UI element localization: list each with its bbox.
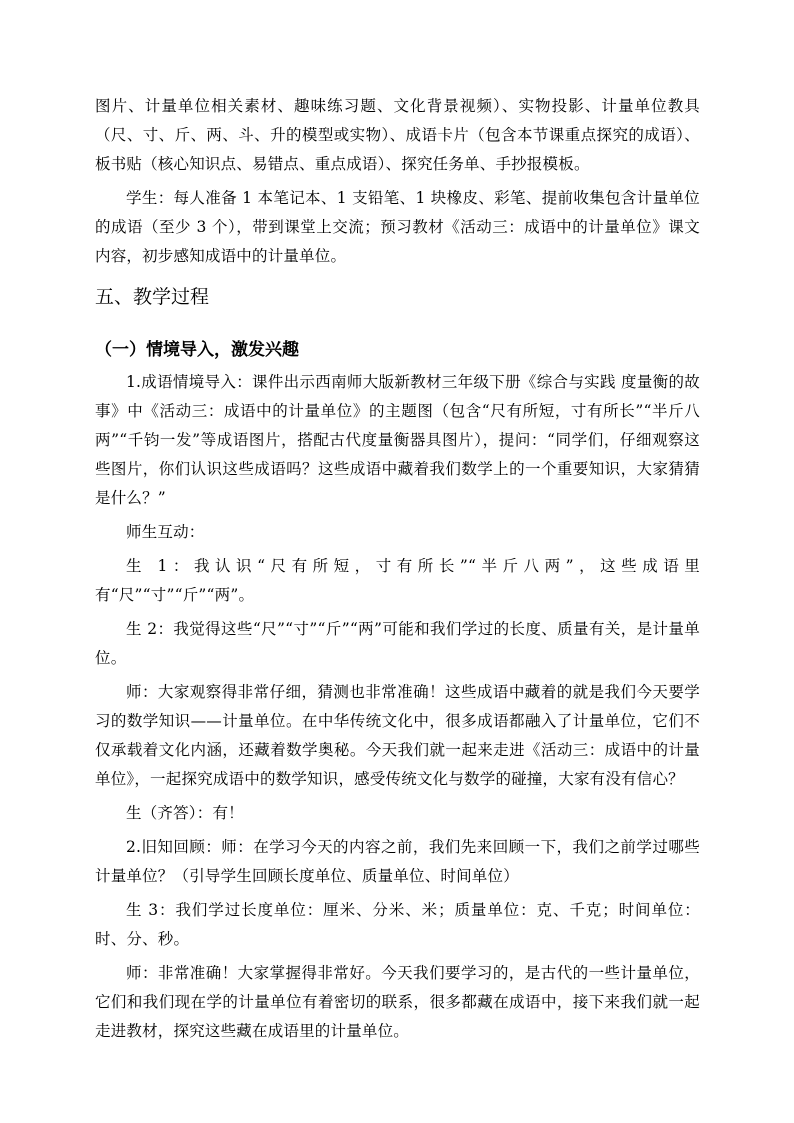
teaching-process-body [95,368,700,1046]
body-paragraph: 师生互动： [126,523,205,541]
body-paragraph: 生 2：我觉得这些“尺”“寸”“斤”“两”可能和我们学过的长度、质量有关，是计量单位。 [95,620,700,667]
materials-section [95,92,700,271]
body-paragraph: 生 1：我认识“尺有所短，寸有所长”“半斤八两”，这些成语里有“尺”“寸”“斤”“两”。 [95,557,700,604]
body-paragraph: 生（齐答）：有！ [126,804,244,822]
body-paragraph: 生 3：我们学过长度单位：厘米、分米、米；质量单位：克、千克；时间单位：时、分、秒。 [95,901,700,948]
teacher-materials-paragraph: 图片、计量单位相关素材、趣味练习题、文化背景视频）、实物投影、计量单位教具（尺、寸、斤、两、斗、升的模型或实物）、成语卡片（包含本节课重点探究的成语）、板书贴（核心知识点、易错点、重点成语）、探究任务单、手抄报模板。 [95,97,700,173]
body-paragraph: 师：大家观察得非常仔细，猜测也非常准确！这些成语中藏着的就是我们今天要学习的数学知识——计量单位。在中华传统文化中，很多成语都融入了计量单位，它们不仅承载着文化内涵，还藏着数学奥秘。今天我们就一起来走进《活动三：成语中的计量单位》，一起探究成语中的数学知识，感受传统文化与数学的碰撞，大家有没有信心？ [95,683,700,788]
section-heading: 五、教学过程 [95,286,210,308]
subsection-heading: （一）情境导入，激发兴趣 [95,340,299,360]
body-paragraph: 师：非常准确！大家掌握得非常好。今天我们要学习的，是古代的一些计量单位，它们和我们现在学的计量单位有着密切的联系，很多都藏在成语中，接下来我们就一起走进教材，探究这些藏在成语里的计量单位。 [95,964,700,1040]
body-paragraph: 2.旧知回顾：师：在学习今天的内容之前，我们先来回顾一下，我们之前学过哪些计量单位？（引导学生回顾长度单位、质量单位、时间单位） [95,838,700,885]
student-materials-paragraph: 学生：每人准备 1 本笔记本、1 支铅笔、1 块橡皮、彩笔、提前收集包含计量单位的成语（至少 3 个），带到课堂上交流；预习教材《活动三：成语中的计量单位》课文内容，初步感知成语中的计量单位。 [95,189,700,265]
body-paragraph: 1.成语情境导入：课件出示西南师大版新教材三年级下册《综合与实践 度量衡的故事》中《活动三：成语中的计量单位》的主题图（包含“尺有所短，寸有所长”“半斤八两”“千钧一发”等成语图片，搭配古代度量衡器具图片），提问：“同学们，仔细观察这些图片，你们认识这些成语吗？这些成语中藏着我们数学上的一个重要知识，大家猜猜是什么？” [95,373,700,507]
